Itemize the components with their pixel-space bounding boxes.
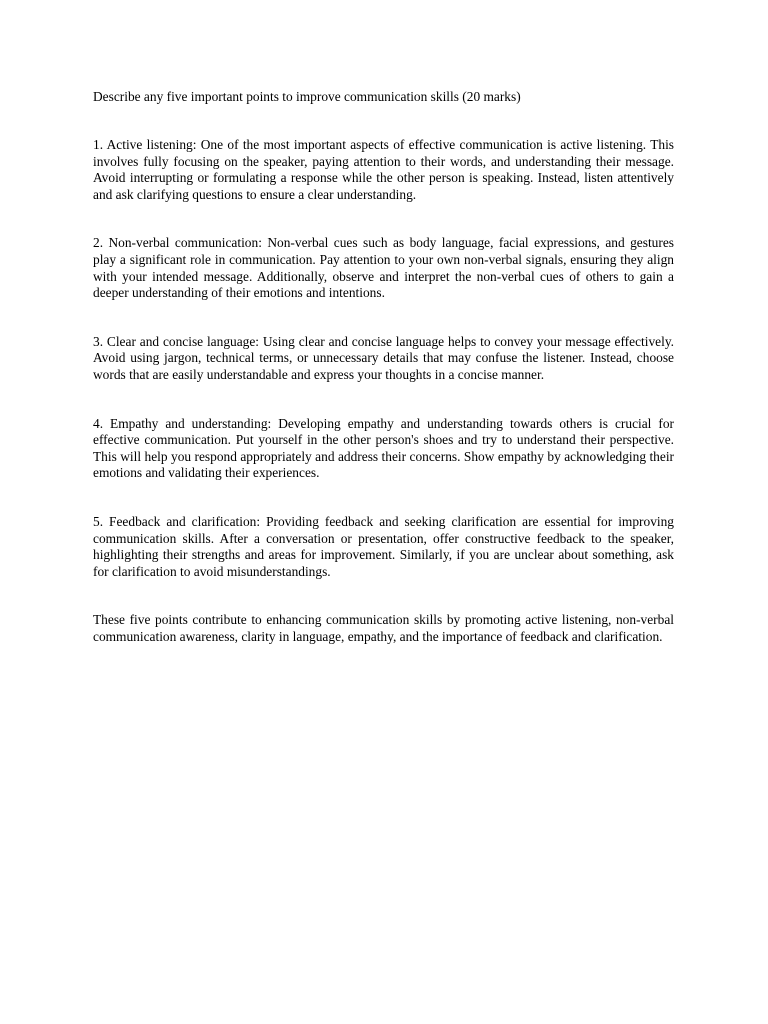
conclusion-paragraph: These five points contribute to enhancing communication skills by promoting active listening, non-verbal communication awareness, clarity in language, empathy, and the importance of feedback and clarification. <box>93 612 674 644</box>
document-page <box>93 88 674 677</box>
point-active-listening: 1. Active listening: One of the most important aspects of effective communication is active listening. This involves fully focusing on the speaker, paying attention to their words, and understanding their message. Avoid interrupting or formulating a response while the other person is speaking. Instead, listen attentively and ask clarifying questions to ensure a clear understanding. <box>93 137 674 202</box>
question-heading: Describe any five important points to improve communication skills (20 marks) <box>93 89 521 104</box>
point-feedback-clarification: 5. Feedback and clarification: Providing feedback and seeking clarification are essential for improving communication skills. After a conversation or presentation, offer constructive feedback to the speaker, highlighting their strengths and areas for improvement. Similarly, if you are unclear about something, ask for clarification to avoid misunderstandings. <box>93 513 674 579</box>
point-empathy-understanding: 4. Empathy and understanding: Developing empathy and understanding towards others is crucial for effective communication. Put yourself in the other person's shoes and try to understand their perspective. This will help you respond appropriately and address their concerns. Show empathy by acknowledging their emotions and validating their experiences. <box>93 415 674 481</box>
point-non-verbal-communication: 2. Non-verbal communication: Non-verbal cues such as body language, facial expressions, and gestures play a significant role in communication. Pay attention to your own non-verbal signals, ensuring they align with your intended message. Additionally, observe and interpret the non-verbal cues of others to gain a deeper understanding of their emotions and intentions. <box>93 235 674 301</box>
point-clear-concise-language: 3. Clear and concise language: Using clear and concise language helps to convey your message effectively. Avoid using jargon, technical terms, or unnecessary details that may confuse the listener. Instead, choose words that are easily understandable and express your thoughts in a concise manner. <box>93 333 674 382</box>
